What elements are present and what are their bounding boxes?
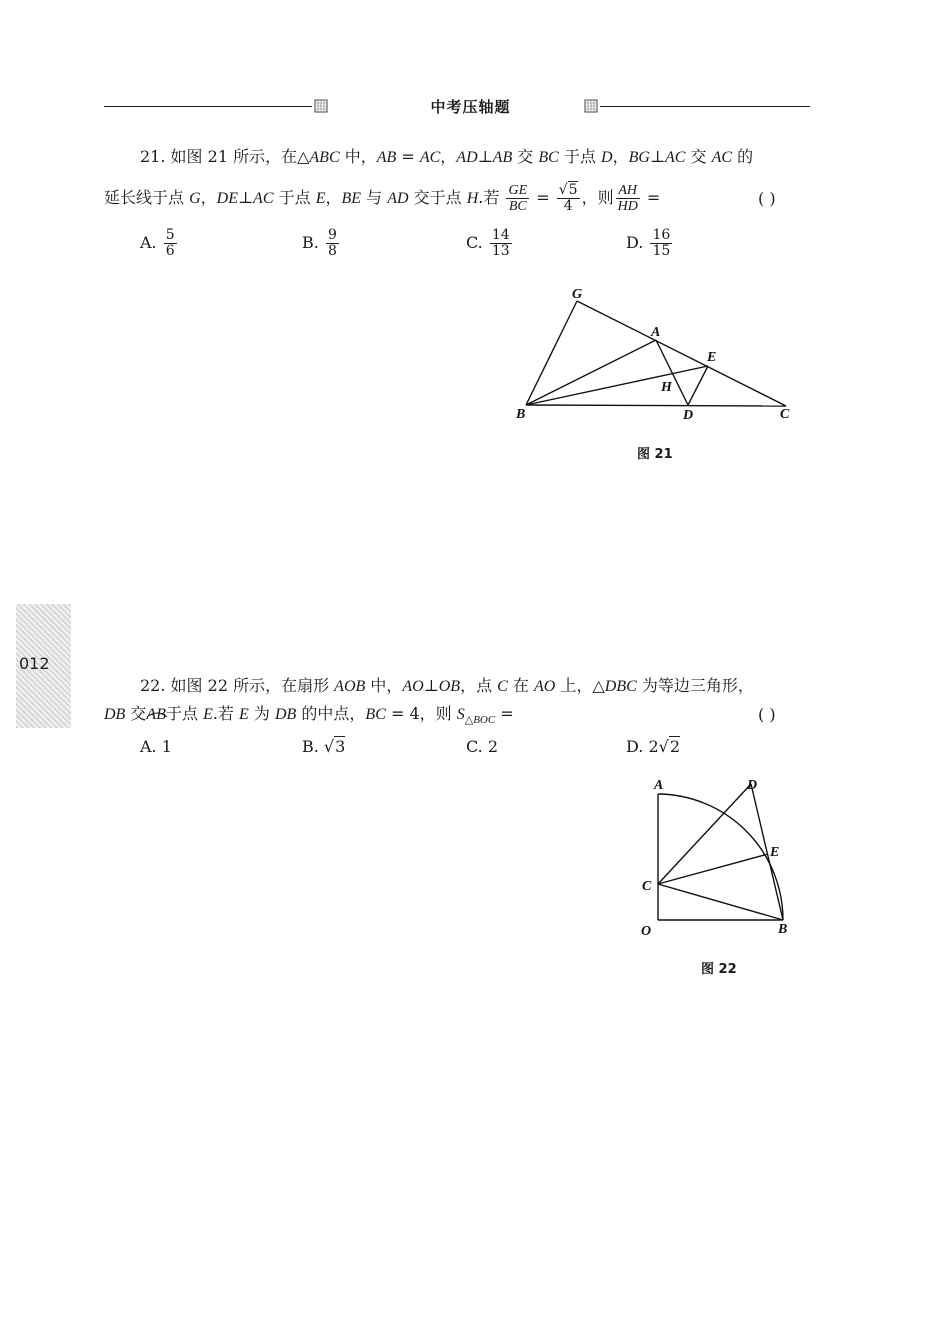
q22-option-c: C. 2 [466,737,499,756]
fig22-label-c: C [642,879,652,894]
fig21-segment-bg [526,301,577,405]
q21-option-d: D. $\frac{16}{15}$ [626,227,671,259]
q22-option-b: B. √3 [302,737,346,756]
fig21-segment-ba [526,340,656,405]
fig22-label-e: E [770,845,780,860]
q21-answer-blank: ( ) [758,189,776,208]
q21-number: 21. [140,147,166,166]
q21-option-c: C. $\frac{14}{13}$ [466,227,510,259]
fig21-label-g: G [572,287,583,302]
q21-line2: 延长线于点 G，DE⊥AC 于点 E，BE 与 AD 交于点 H.若 $\frac{GE}{BC}$ = $\frac{√5}{4}$ ，则 $\frac{AH}{HD}$ = [104,182,661,214]
fig21-segment-de [688,366,708,405]
q22-option-a: A. 1 [140,737,172,756]
fig22-label-d: D [747,778,758,793]
fig22-label-b: B [778,922,788,937]
q22-answer-blank: ( ) [758,705,776,724]
fig22-label-o: O [641,924,652,939]
page-number: 012 [19,654,50,673]
fig22-arc-ab [658,794,783,920]
fig22-label-a: A [654,778,664,793]
fig22-segment-cd [658,784,751,884]
fig21-segment-be [526,366,708,405]
q22-arc-ab: AB [146,706,166,723]
q21-line1: 21. 如图 21 所示，在△ABC 中，AB = AC，AD⊥AB 交 BC 于点 D，BG⊥AC 交 AC 的 [140,147,754,166]
q21-fraction-ge-bc: $\frac{GE}{BC}$ [508,183,528,214]
q22-line1: 22. 如图 22 所示，在扇形 AOB 中，AO⊥OB，点 C 在 AO 上，△DBC 为等边三角形， [140,676,754,695]
q21-option-a: A. $\frac{5}{6}$ [140,227,175,259]
fig21-label-b: B [516,407,526,422]
fig21-segment-bc [526,405,786,406]
q21-option-b: B. $\frac{9}{8}$ [302,227,337,259]
q22-line2: DB 交 AB于点 E.若 E 为 DB 的中点，BC = 4，则 $S_{\triangle BOC}$ = [104,704,514,727]
fig21-segment-ad [656,340,688,405]
fig22-segment-ce [658,854,768,884]
fig21-label-h: H [661,380,672,395]
fig21-label-e: E [707,350,717,365]
header-title: 中考压轴题 [430,98,511,116]
q22-option-d: D. 2√2 [626,737,681,756]
q21-fraction-sqrt5-4: $\frac{√5}{4}$ [558,182,578,214]
q21-fraction-ah-hd: $\frac{AH}{HD}$ [617,183,638,214]
fig22-segment-cb [658,884,783,920]
figure-21 [500,280,810,430]
fig21-caption: 图 21 [637,447,673,462]
fig22-caption: 图 22 [701,962,737,977]
fig21-label-c: C [780,407,790,422]
fig21-label-a: A [651,325,661,340]
q22-number: 22. [140,676,166,695]
ornament-right-icon [584,99,598,113]
figure-22 [630,772,810,942]
header-rule-right [600,106,810,107]
fig21-label-d: D [683,408,694,423]
